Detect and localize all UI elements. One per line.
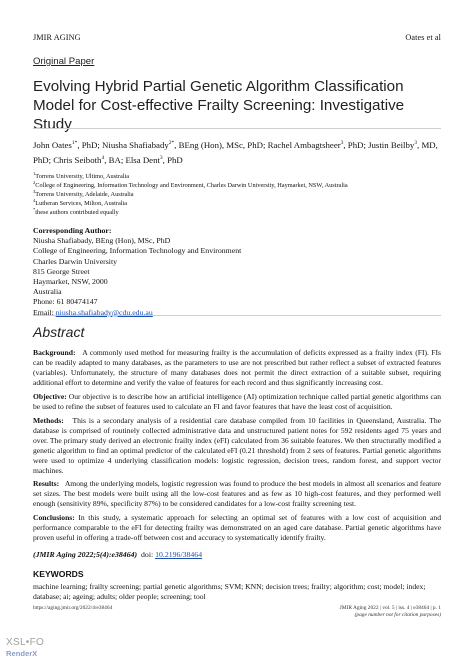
corresponding-line: College of Engineering, Information Technology and Environment: [33, 246, 242, 256]
abstract-heading: Abstract: [33, 324, 85, 340]
corresponding-author: [33, 226, 445, 318]
affiliation: *these authors contributed equally: [33, 207, 119, 217]
doi-link[interactable]: 10.2196/38464: [155, 550, 203, 559]
corresponding-line: Australia: [33, 287, 62, 297]
citation-line: (JMIR Aging 2022;5(4):e38464) doi: 10.2196/38464: [33, 550, 203, 559]
divider: [33, 128, 441, 129]
affiliation: $^2$College of Engineering, Information Technology and Environment, Charles Darwin University, Haymarket, NSW, Australia: [33, 180, 348, 190]
author-name: Justin Beilby: [368, 139, 415, 150]
abstract-background: Background: A commonly used method for measuring frailty is the accumulation of deficits expressed as a frailty index (FI). FIs can be readily adapted to many databases, as the parameters to use are not prescribed but rather reflect a subset of extracted features (variables). Unfortunately, the structure of many databases does not permit the direct extraction of a suitable subset, requiring additional effort to determine and verify the value of features for each record and thus significantly increasing cost.: [33, 348, 442, 387]
affiliation: $^4$Lutheran Services, Milton, Australia: [33, 198, 128, 208]
affiliation: $^1$Torrens University, Ultimo, Australia: [33, 171, 130, 181]
paper-title: Evolving Hybrid Partial Genetic Algorithm Classification Model for Cost-effective Frailty Screening: Investigative Study: [33, 78, 405, 133]
corresponding-line: Haymarket, NSW, 2000: [33, 277, 108, 287]
keywords-heading: KEYWORDS: [33, 569, 84, 579]
affiliation: $^3$Torrens University, Adelaide, Australia: [33, 189, 134, 199]
corresponding-label: Corresponding Author:: [33, 226, 112, 235]
abstract-results: Results: Among the underlying models, logistic regression was found to produce the best models in almost all scenarios and feature set sizes. The best models were built using all the low-cost features and as few as 10 high-cost features, and they performed well enough (sensitivity 89%, specificity 87%) to be considered candidates for a low-cost frailty screening test.: [33, 479, 441, 508]
author-name: Niusha Shafiabady: [102, 139, 169, 150]
divider: [33, 315, 441, 316]
author-name: Chris Seiboth: [53, 154, 102, 165]
author-name: John Oates: [33, 139, 72, 150]
keywords-text: machine learning; frailty screening; partial genetic algorithms; SVM; KNN; decision trees; frailty; algorithm; cost; model; index; database; ai; ageing; adults; older people; screening; tool: [33, 582, 426, 601]
corresponding-line: 815 George Street: [33, 266, 90, 276]
corresponding-line: Phone: 61 80474147: [33, 297, 98, 307]
author-name: Rachel Ambagtsheer: [267, 139, 341, 150]
author-list: John Oates$^{1*}$, PhD; Niusha Shafiabady$^{2*}$, BEng (Hon), MSc, PhD; Rachel Ambagtsheer$^3$, PhD; Justin Beilby$^3$, MD, PhD; Chris Seiboth$^4$, BA; Elsa Dent$^3$, PhD: [33, 139, 438, 165]
footer-page-info: JMIR Aging 2022 | vol. 5 | iss. 4 | e38464 | p. 1 (page number not for citation purposes): [339, 605, 441, 618]
email-link[interactable]: niusha.shafiabady@cdu.edu.au: [55, 307, 153, 317]
running-author: Oates et al: [405, 33, 441, 42]
abstract-objective: Objective: Our objective is to describe how an artificial intelligence (AI) optimization technique called partial genetic algorithms can be used to refine the subset of features used to calculate an FI and favor features that have the least cost of acquisition.: [33, 392, 441, 411]
abstract-methods: Methods: This is a secondary analysis of a residential care database compiled from 10 facilities in Queensland, Australia. The database is comprised of routinely collected administrative data and unstructured patient notes for 592 residents aged 75 years and over. The primary study derived an electronic frailty index (eFI) calculated from 36 suitable features. We then structurally modified a genetic algorithm to find an optimal predictor of the calculated eFI (0.21 threshold) from 2 sets of features. Partial genetic algorithms were used to optimize 4 underlying classification models: logistic regression, decision trees, random forest, and support vector machines.: [33, 416, 441, 475]
corresponding-line: Charles Darwin University: [33, 256, 118, 266]
journal-name: JMIR AGING: [33, 33, 81, 42]
article-type: Original Paper: [33, 56, 95, 67]
email-line: Email: niusha.shafiabady@cdu.edu.au: [33, 307, 153, 317]
abstract-conclusions: Conclusions: In this study, a systematic approach for selecting an optimal set of features with a low cost of acquisition and performance comparable to the eFI for detecting frailty was demonstrated on an aged care database. Partial genetic algorithms have proven useful in offering a trade-off between cost and accuracy to systematically identify frailty.: [33, 513, 441, 542]
corresponding-line: Niusha Shafiabady, BEng (Hon), MSc, PhD: [33, 236, 171, 246]
author-name: Elsa Dent: [125, 154, 160, 165]
renderer-watermark: XSL•FO RenderX: [6, 637, 45, 658]
footer-url: https://aging.jmir.org/2022/4/e38464: [33, 605, 113, 611]
